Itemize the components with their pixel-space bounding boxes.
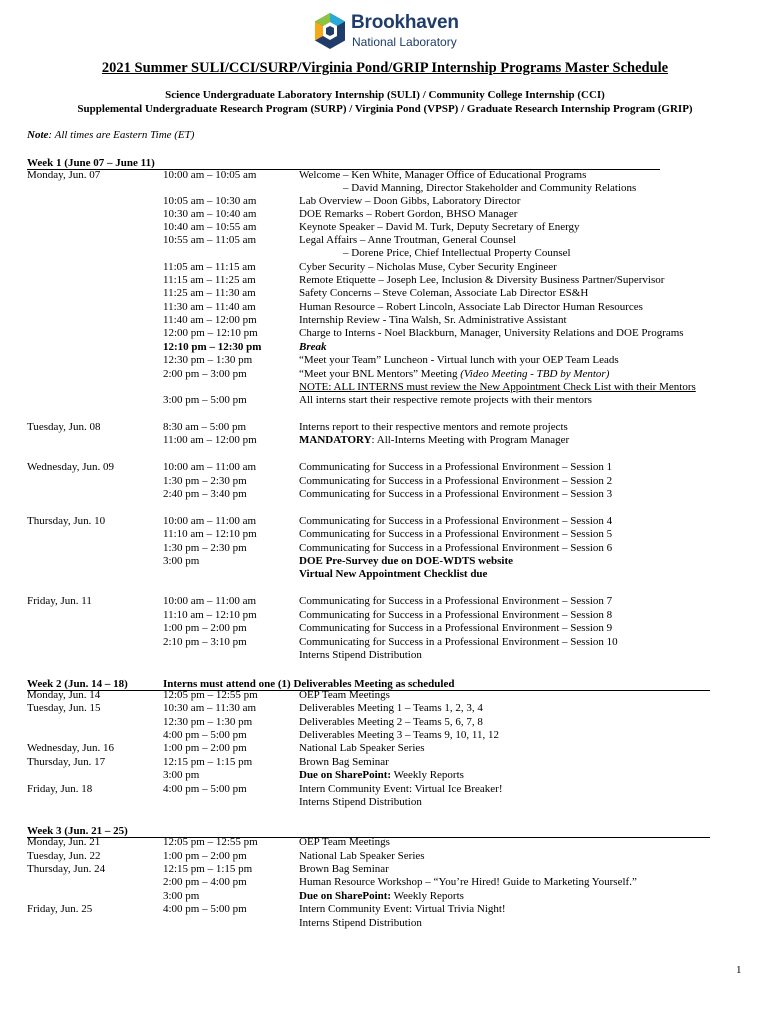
schedule-day: Tuesday, Jun. 22	[27, 850, 101, 862]
schedule-day: Friday, Jun. 25	[27, 903, 93, 915]
event-text: Legal Affairs – Anne Troutman, General Counsel	[299, 234, 517, 246]
schedule-event	[299, 783, 503, 796]
event-text: Intern Community Event: Virtual Trivia Night!	[299, 903, 506, 915]
schedule-event	[299, 595, 612, 608]
event-text: DOE Remarks – Robert Gordon, BHSO Manager	[299, 208, 518, 220]
week-3-label: Week 3 (Jun. 21 – 25)	[27, 825, 128, 837]
event-text: OEP Team Meetings	[299, 836, 390, 848]
event-text: Interns Stipend Distribution	[299, 649, 422, 661]
schedule-event	[299, 381, 696, 394]
schedule-day: Monday, Jun. 21	[27, 836, 101, 848]
schedule-event	[299, 850, 425, 863]
event-text: Intern Community Event: Virtual Ice Breaker!	[299, 783, 503, 795]
event-text: Communicating for Success in a Professional Environment – Session 8	[299, 609, 613, 621]
event-text: Communicating for Success in a Professional Environment – Session 6	[299, 542, 613, 554]
schedule-time: 12:15 pm – 1:15 pm	[163, 863, 253, 875]
schedule-event	[299, 863, 389, 876]
schedule-event	[299, 169, 586, 182]
event-text: All interns start their respective remote projects with their mentors	[299, 394, 592, 406]
event-text: Communicating for Success in a Professional Environment – Session 7	[299, 595, 613, 607]
schedule-event	[299, 195, 520, 208]
schedule-event	[299, 221, 580, 234]
event-emphasis: MANDATORY	[299, 434, 372, 446]
schedule-event	[299, 528, 612, 541]
event-text: Communicating for Success in a Professional Environment – Session 4	[299, 515, 613, 527]
schedule-time: 12:30 pm – 1:30 pm	[163, 354, 253, 366]
event-text: NOTE: ALL INTERNS must review the New Appointment Check List with their Mentors	[299, 381, 696, 393]
event-text: Human Resource Workshop – “You’re Hired! Guide to Marketing Yourself.”	[299, 876, 637, 888]
schedule-event	[343, 182, 636, 195]
subtitle-programs-1: Science Undergraduate Laboratory Internship (SULI) / Community College Internship (CCI)	[165, 89, 605, 101]
schedule-event	[299, 742, 425, 755]
schedule-time: 10:00 am – 11:00 am	[163, 595, 257, 607]
schedule-day: Wednesday, Jun. 16	[27, 742, 114, 754]
schedule-event	[299, 488, 612, 501]
schedule-event	[299, 796, 422, 809]
schedule-day: Friday, Jun. 18	[27, 783, 93, 795]
event-text: – David Manning, Director Stakeholder and Community Relations	[343, 182, 637, 194]
event-text: Communicating for Success in a Professional Environment – Session 3	[299, 488, 613, 500]
schedule-time: 11:25 am – 11:30 am	[163, 287, 256, 299]
schedule-time: 2:00 pm – 3:00 pm	[163, 368, 247, 380]
schedule-time: 12:30 pm – 1:30 pm	[163, 716, 253, 728]
schedule-time: 2:10 pm – 3:10 pm	[163, 636, 247, 648]
schedule-time: 11:40 am – 12:00 pm	[163, 314, 257, 326]
event-text: Communicating for Success in a Professional Environment – Session 2	[299, 475, 613, 487]
page-title: 2021 Summer SULI/CCI/SURP/Virginia Pond/GRIP Internship Programs Master Schedule	[101, 60, 669, 76]
event-text: Brown Bag Seminar	[299, 756, 389, 768]
schedule-event	[299, 421, 568, 434]
schedule-time: 1:00 pm – 2:00 pm	[163, 850, 247, 862]
schedule-time: 3:00 pm	[163, 555, 200, 567]
event-text: Human Resource – Robert Lincoln, Associate Lab Director Human Resources	[299, 301, 643, 313]
event-text: Deliverables Meeting 1 – Teams 1, 2, 3, 4	[299, 702, 483, 714]
event-text: Keynote Speaker – David M. Turk, Deputy Secretary of Energy	[299, 221, 580, 233]
schedule-time: 10:30 am – 11:30 am	[163, 702, 257, 714]
schedule-event	[299, 555, 513, 568]
event-text: Welcome – Ken White, Manager Office of Educational Programs	[299, 169, 587, 181]
schedule-time: 10:00 am – 11:00 am	[163, 515, 257, 527]
schedule-event	[299, 354, 619, 367]
schedule-event	[299, 434, 569, 447]
schedule-event	[299, 890, 464, 903]
schedule-time: 4:00 pm – 5:00 pm	[163, 783, 247, 795]
event-text: National Lab Speaker Series	[299, 850, 425, 862]
schedule-time: 4:00 pm – 5:00 pm	[163, 903, 247, 915]
schedule-event	[299, 394, 592, 407]
schedule-event	[299, 876, 637, 889]
schedule-day: Wednesday, Jun. 09	[27, 461, 114, 473]
schedule-day: Monday, Jun. 14	[27, 689, 101, 701]
schedule-event	[299, 368, 609, 381]
schedule-time: 2:40 pm – 3:40 pm	[163, 488, 247, 500]
schedule-event	[299, 689, 390, 702]
event-text: Remote Etiquette – Joseph Lee, Inclusion & Diversity Business Partner/Supervisor	[299, 274, 665, 286]
logo-name: Brookhaven	[351, 12, 459, 33]
event-text: Communicating for Success in a Professional Environment – Session 9	[299, 622, 613, 634]
schedule-time: 3:00 pm	[163, 769, 200, 781]
schedule-day: Thursday, Jun. 24	[27, 863, 106, 875]
schedule-event	[299, 702, 483, 715]
event-text: Internship Review - Tina Walsh, Sr. Administrative Assistant	[299, 314, 567, 326]
schedule-event	[299, 208, 517, 221]
note-label: Note	[27, 129, 49, 141]
schedule-time: 10:00 am – 10:05 am	[163, 169, 257, 181]
schedule-time: 10:40 am – 10:55 am	[163, 221, 257, 233]
event-text: “Meet your Team” Luncheon - Virtual lunch with your OEP Team Leads	[299, 354, 619, 366]
schedule-event	[299, 917, 422, 930]
schedule-time: 10:30 am – 10:40 am	[163, 208, 257, 220]
schedule-event	[299, 729, 499, 742]
brookhaven-logo	[313, 12, 473, 52]
event-text: Lab Overview – Doon Gibbs, Laboratory Director	[299, 195, 521, 207]
schedule-event	[299, 609, 612, 622]
schedule-day: Thursday, Jun. 17	[27, 756, 106, 768]
schedule-time: 11:00 am – 12:00 pm	[163, 434, 257, 446]
schedule-time: 3:00 pm – 5:00 pm	[163, 394, 247, 406]
logo-subtitle: National Laboratory	[352, 35, 457, 49]
event-italic-note: (Video Meeting - TBD by Mentor)	[460, 368, 610, 380]
schedule-event	[299, 314, 567, 327]
schedule-time: 4:00 pm – 5:00 pm	[163, 729, 247, 741]
event-text: Deliverables Meeting 3 – Teams 9, 10, 11, 12	[299, 729, 499, 741]
event-text: Weekly Reports	[391, 769, 464, 781]
event-text: Deliverables Meeting 2 – Teams 5, 6, 7, 8	[299, 716, 483, 728]
schedule-time: 12:10 pm – 12:30 pm	[163, 341, 262, 353]
schedule-event	[299, 836, 390, 849]
event-text: Charge to Interns - Noel Blackburn, Manager, University Relations and DOE Programs	[299, 327, 684, 339]
schedule-time: 10:55 am – 11:05 am	[163, 234, 257, 246]
schedule-event	[299, 756, 389, 769]
event-text: Break	[299, 341, 327, 353]
schedule-time: 1:00 pm – 2:00 pm	[163, 622, 247, 634]
event-text: Communicating for Success in a Professional Environment – Session 5	[299, 528, 613, 540]
schedule-event	[299, 475, 612, 488]
event-text: Interns report to their respective mentors and remote projects	[299, 421, 568, 433]
page-number: 1	[736, 964, 742, 976]
schedule-time: 10:05 am – 10:30 am	[163, 195, 257, 207]
schedule-event	[299, 903, 506, 916]
event-text: Brown Bag Seminar	[299, 863, 389, 875]
event-text: Interns Stipend Distribution	[299, 917, 422, 929]
event-text: Communicating for Success in a Professional Environment – Session 1	[299, 461, 613, 473]
subtitle-programs-2: Supplemental Undergraduate Research Program (SURP) / Virginia Pond (VPSP) / Graduate Research Internship Program (GRIP)	[77, 103, 693, 115]
schedule-event	[299, 649, 422, 662]
schedule-time: 12:05 pm – 12:55 pm	[163, 836, 258, 848]
schedule-event	[299, 261, 557, 274]
schedule-event	[299, 341, 327, 354]
schedule-day: Tuesday, Jun. 08	[27, 421, 101, 433]
event-emphasis: Due on SharePoint:	[299, 890, 392, 902]
schedule-event	[299, 301, 643, 314]
week-2-note: Interns must attend one (1) Deliverables Meeting as scheduled	[163, 678, 455, 690]
event-text: DOE Pre-Survey due on DOE-WDTS website	[299, 555, 513, 567]
schedule-time: 1:00 pm – 2:00 pm	[163, 742, 247, 754]
schedule-event	[299, 542, 612, 555]
event-text: Communicating for Success in a Professional Environment – Session 10	[299, 636, 618, 648]
timezone-note	[27, 129, 194, 141]
event-text: Weekly Reports	[391, 890, 464, 902]
schedule-day: Tuesday, Jun. 15	[27, 702, 101, 714]
week-1-label: Week 1 (June 07 – June 11)	[27, 157, 155, 169]
schedule-time: 11:15 am – 11:25 am	[163, 274, 256, 286]
schedule-time: 11:30 am – 11:40 am	[163, 301, 256, 313]
week-2-label: Week 2 (Jun. 14 – 18)	[27, 678, 128, 690]
schedule-event	[299, 234, 516, 247]
schedule-event	[299, 327, 684, 340]
schedule-event	[299, 287, 588, 300]
event-text: OEP Team Meetings	[299, 689, 390, 701]
event-text: Safety Concerns – Steve Coleman, Associate Lab Director ES&H	[299, 287, 589, 299]
event-text: – Dorene Price, Chief Intellectual Property Counsel	[343, 247, 571, 259]
event-text: Interns Stipend Distribution	[299, 796, 422, 808]
schedule-time: 12:15 pm – 1:15 pm	[163, 756, 253, 768]
note-text: : All times are Eastern Time (ET)	[48, 129, 195, 141]
schedule-event	[299, 622, 612, 635]
schedule-time: 10:00 am – 11:00 am	[163, 461, 257, 473]
event-text: Cyber Security – Nicholas Muse, Cyber Security Engineer	[299, 261, 557, 273]
event-text: : All-Interns Meeting with Program Manager	[371, 434, 570, 446]
schedule-time: 2:00 pm – 4:00 pm	[163, 876, 247, 888]
event-text: “Meet your BNL Mentors” Meeting	[299, 368, 461, 380]
schedule-time: 11:10 am – 12:10 pm	[163, 528, 257, 540]
schedule-time: 12:00 pm – 12:10 pm	[163, 327, 258, 339]
event-text: Virtual New Appointment Checklist due	[299, 568, 488, 580]
schedule-event	[343, 247, 571, 260]
schedule-time: 11:05 am – 11:15 am	[163, 261, 256, 273]
schedule-event	[299, 461, 612, 474]
schedule-time: 12:05 pm – 12:55 pm	[163, 689, 258, 701]
schedule-day: Monday, Jun. 07	[27, 169, 101, 181]
schedule-time: 8:30 am – 5:00 pm	[163, 421, 247, 433]
schedule-event	[299, 568, 487, 581]
hexagon-logo-icon	[313, 12, 347, 50]
schedule-time: 11:10 am – 12:10 pm	[163, 609, 257, 621]
event-emphasis: Due on SharePoint:	[299, 769, 392, 781]
schedule-event	[299, 769, 464, 782]
schedule-day: Thursday, Jun. 10	[27, 515, 106, 527]
schedule-event	[299, 515, 612, 528]
schedule-event	[299, 636, 618, 649]
event-text: National Lab Speaker Series	[299, 742, 425, 754]
schedule-time: 3:00 pm	[163, 890, 200, 902]
schedule-event	[299, 716, 483, 729]
schedule-time: 1:30 pm – 2:30 pm	[163, 475, 247, 487]
schedule-day: Friday, Jun. 11	[27, 595, 92, 607]
schedule-event	[299, 274, 664, 287]
schedule-time: 1:30 pm – 2:30 pm	[163, 542, 247, 554]
